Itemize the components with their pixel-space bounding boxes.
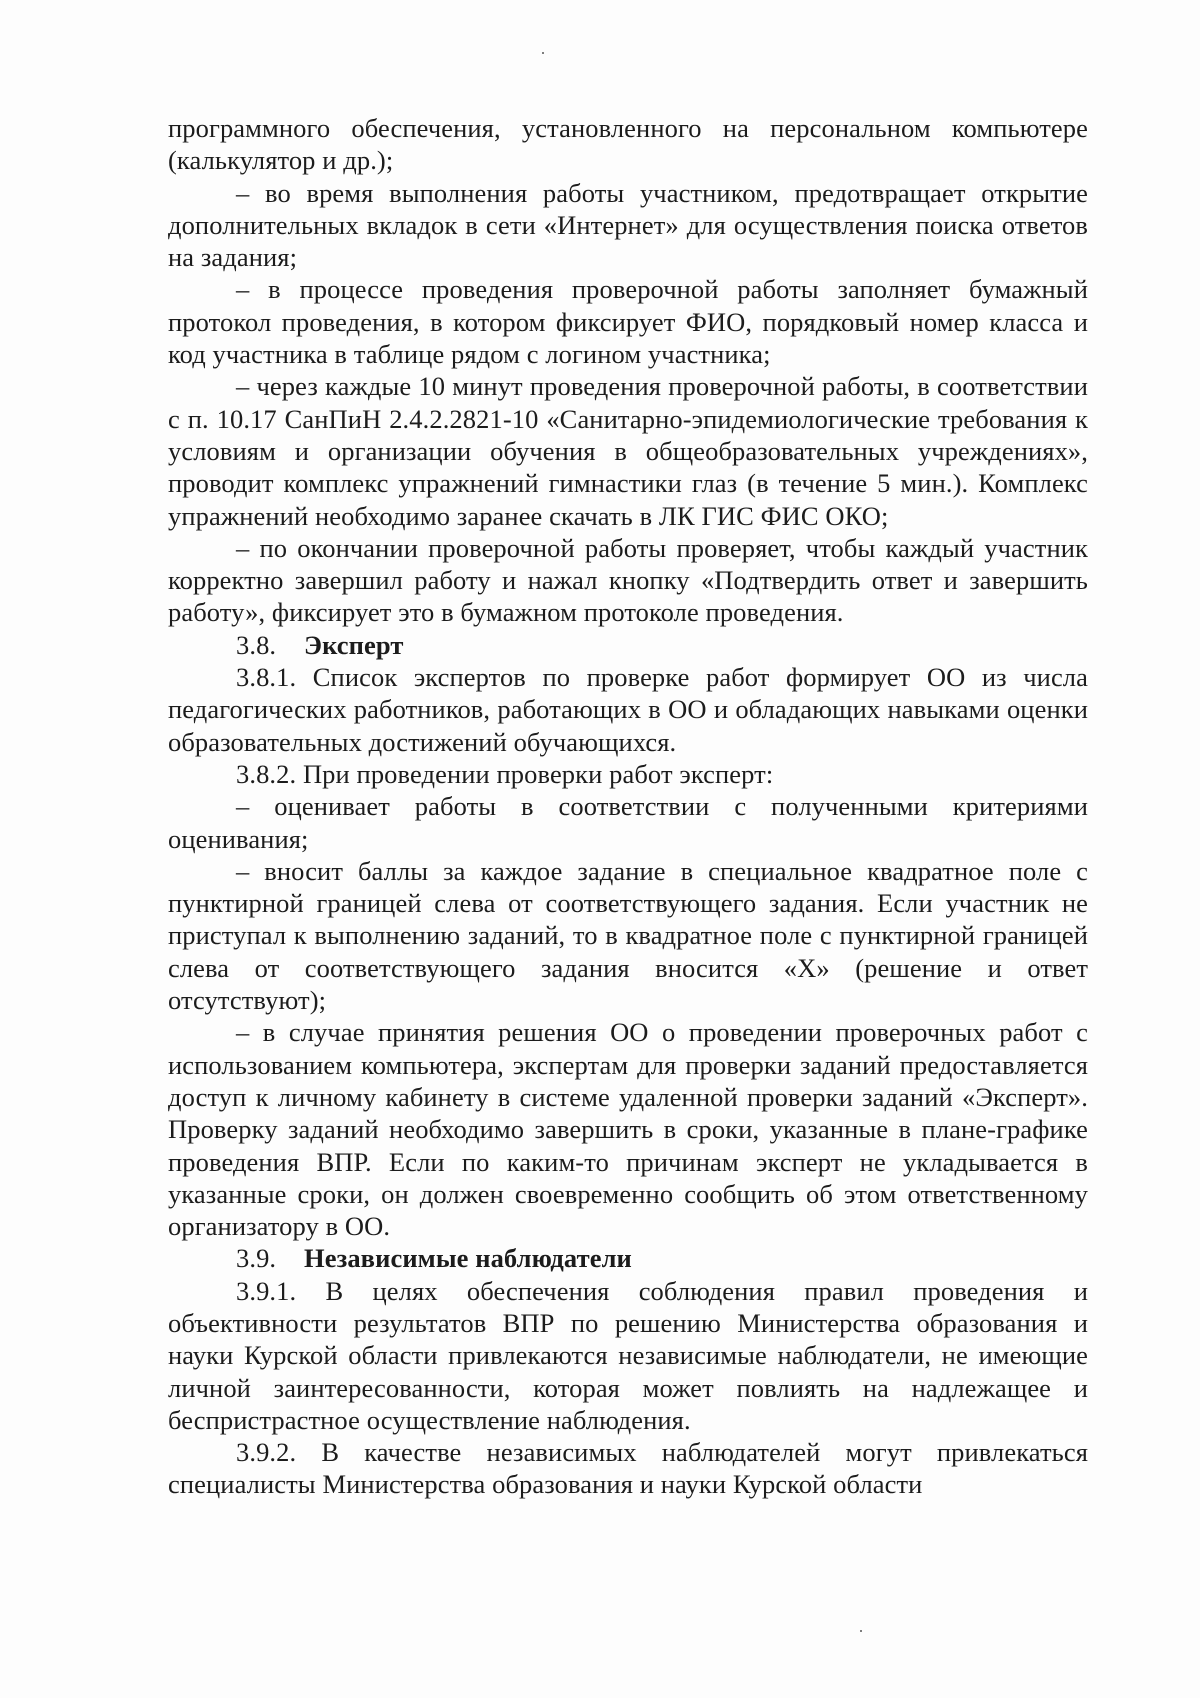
section-heading-observers <box>168 1242 1088 1274</box>
paragraph: – по окончании проверочной работы проверяет, чтобы каждый участник корректно завершил работу и нажал кнопку «Подтвердить ответ и завершить работу», фиксирует это в бумажном протоколе проведения. <box>168 532 1088 628</box>
section-title: Эксперт <box>304 629 404 660</box>
section-number: 3.8. <box>236 629 277 660</box>
paragraph: программного обеспечения, установленного на персональном компьютере (калькулятор и др.); <box>168 113 1088 176</box>
section-heading-expert <box>168 629 1088 661</box>
paragraph: 3.9.2. В качестве независимых наблюдателей могут привлекаться специалисты Министерства образования и науки Курской области <box>168 1437 1088 1500</box>
section-title: Независимые наблюдатели <box>304 1243 632 1274</box>
paragraph: – в случае принятия решения ОО о проведении проверочных работ с использованием компьютера, экспертам для проверки заданий предоставляется доступ к личному кабинету в системе удаленной проверки заданий «Эксперт». Проверку заданий необходимо завершить в сроки, указанные в плане-графике проведения ВПР. Если по каким-то причинам эксперт не укладывается в указанные сроки, он должен своевременно сообщить об этом ответственному организатору в ОО. <box>168 1017 1088 1242</box>
paragraph: – в процессе проведения проверочной работы заполняет бумажный протокол проведения, в котором фиксирует ФИО, порядковый номер класса и код участника в таблице рядом с логином участника; <box>168 274 1088 370</box>
paragraph: – во время выполнения работы участником, предотвращает открытие дополнительных вкладок в сети «Интернет» для осуществления поиска ответов на задания; <box>168 177 1088 273</box>
paragraph: 3.8.1. Список экспертов по проверке работ формирует ОО из числа педагогических работников, работающих в ОО и обладающих навыками оценки образовательных достижений обучающихся. <box>168 662 1088 757</box>
paragraph: 3.8.2. При проведении проверки работ эксперт: <box>236 758 774 789</box>
paragraph: 3.9.1. В целях обеспечения соблюдения правил проведения и объективности результатов ВПР по решению Министерства образования и науки Курской области привлекаются независимые наблюдатели, не имеющие личной заинтересованности, которая может повлиять на надлежащее и беспристрастное осуществление наблюдения. <box>168 1275 1088 1435</box>
section-number: 3.9. <box>236 1243 277 1274</box>
scan-speck <box>860 1630 862 1632</box>
paragraph: – вносит баллы за каждое задание в специальное квадратное поле с пунктирной границей слева от соответствующего задания. Если участник не приступал к выполнению заданий, то в квадратное поле с пунктирной границей слева от соответствующего задания вносится «Х» (решение и ответ отсутствуют); <box>168 855 1088 1016</box>
document-body <box>168 112 1088 1501</box>
paragraph: – через каждые 10 минут проведения проверочной работы, в соответствии с п. 10.17 СанПиН 2.4.2.2821-10 «Санитарно-эпидемиологические требования к условиям и организации обучения в общеобразовательных учреждениях», проводит комплекс упражнений гимнастики глаз (в течение 5 мин.). Комплекс упражнений необходимо заранее скачать в ЛК ГИС ФИС ОКО; <box>168 371 1088 531</box>
paragraph: – оценивает работы в соответствии с полученными критериями оценивания; <box>168 791 1088 854</box>
scan-speck <box>542 52 544 54</box>
